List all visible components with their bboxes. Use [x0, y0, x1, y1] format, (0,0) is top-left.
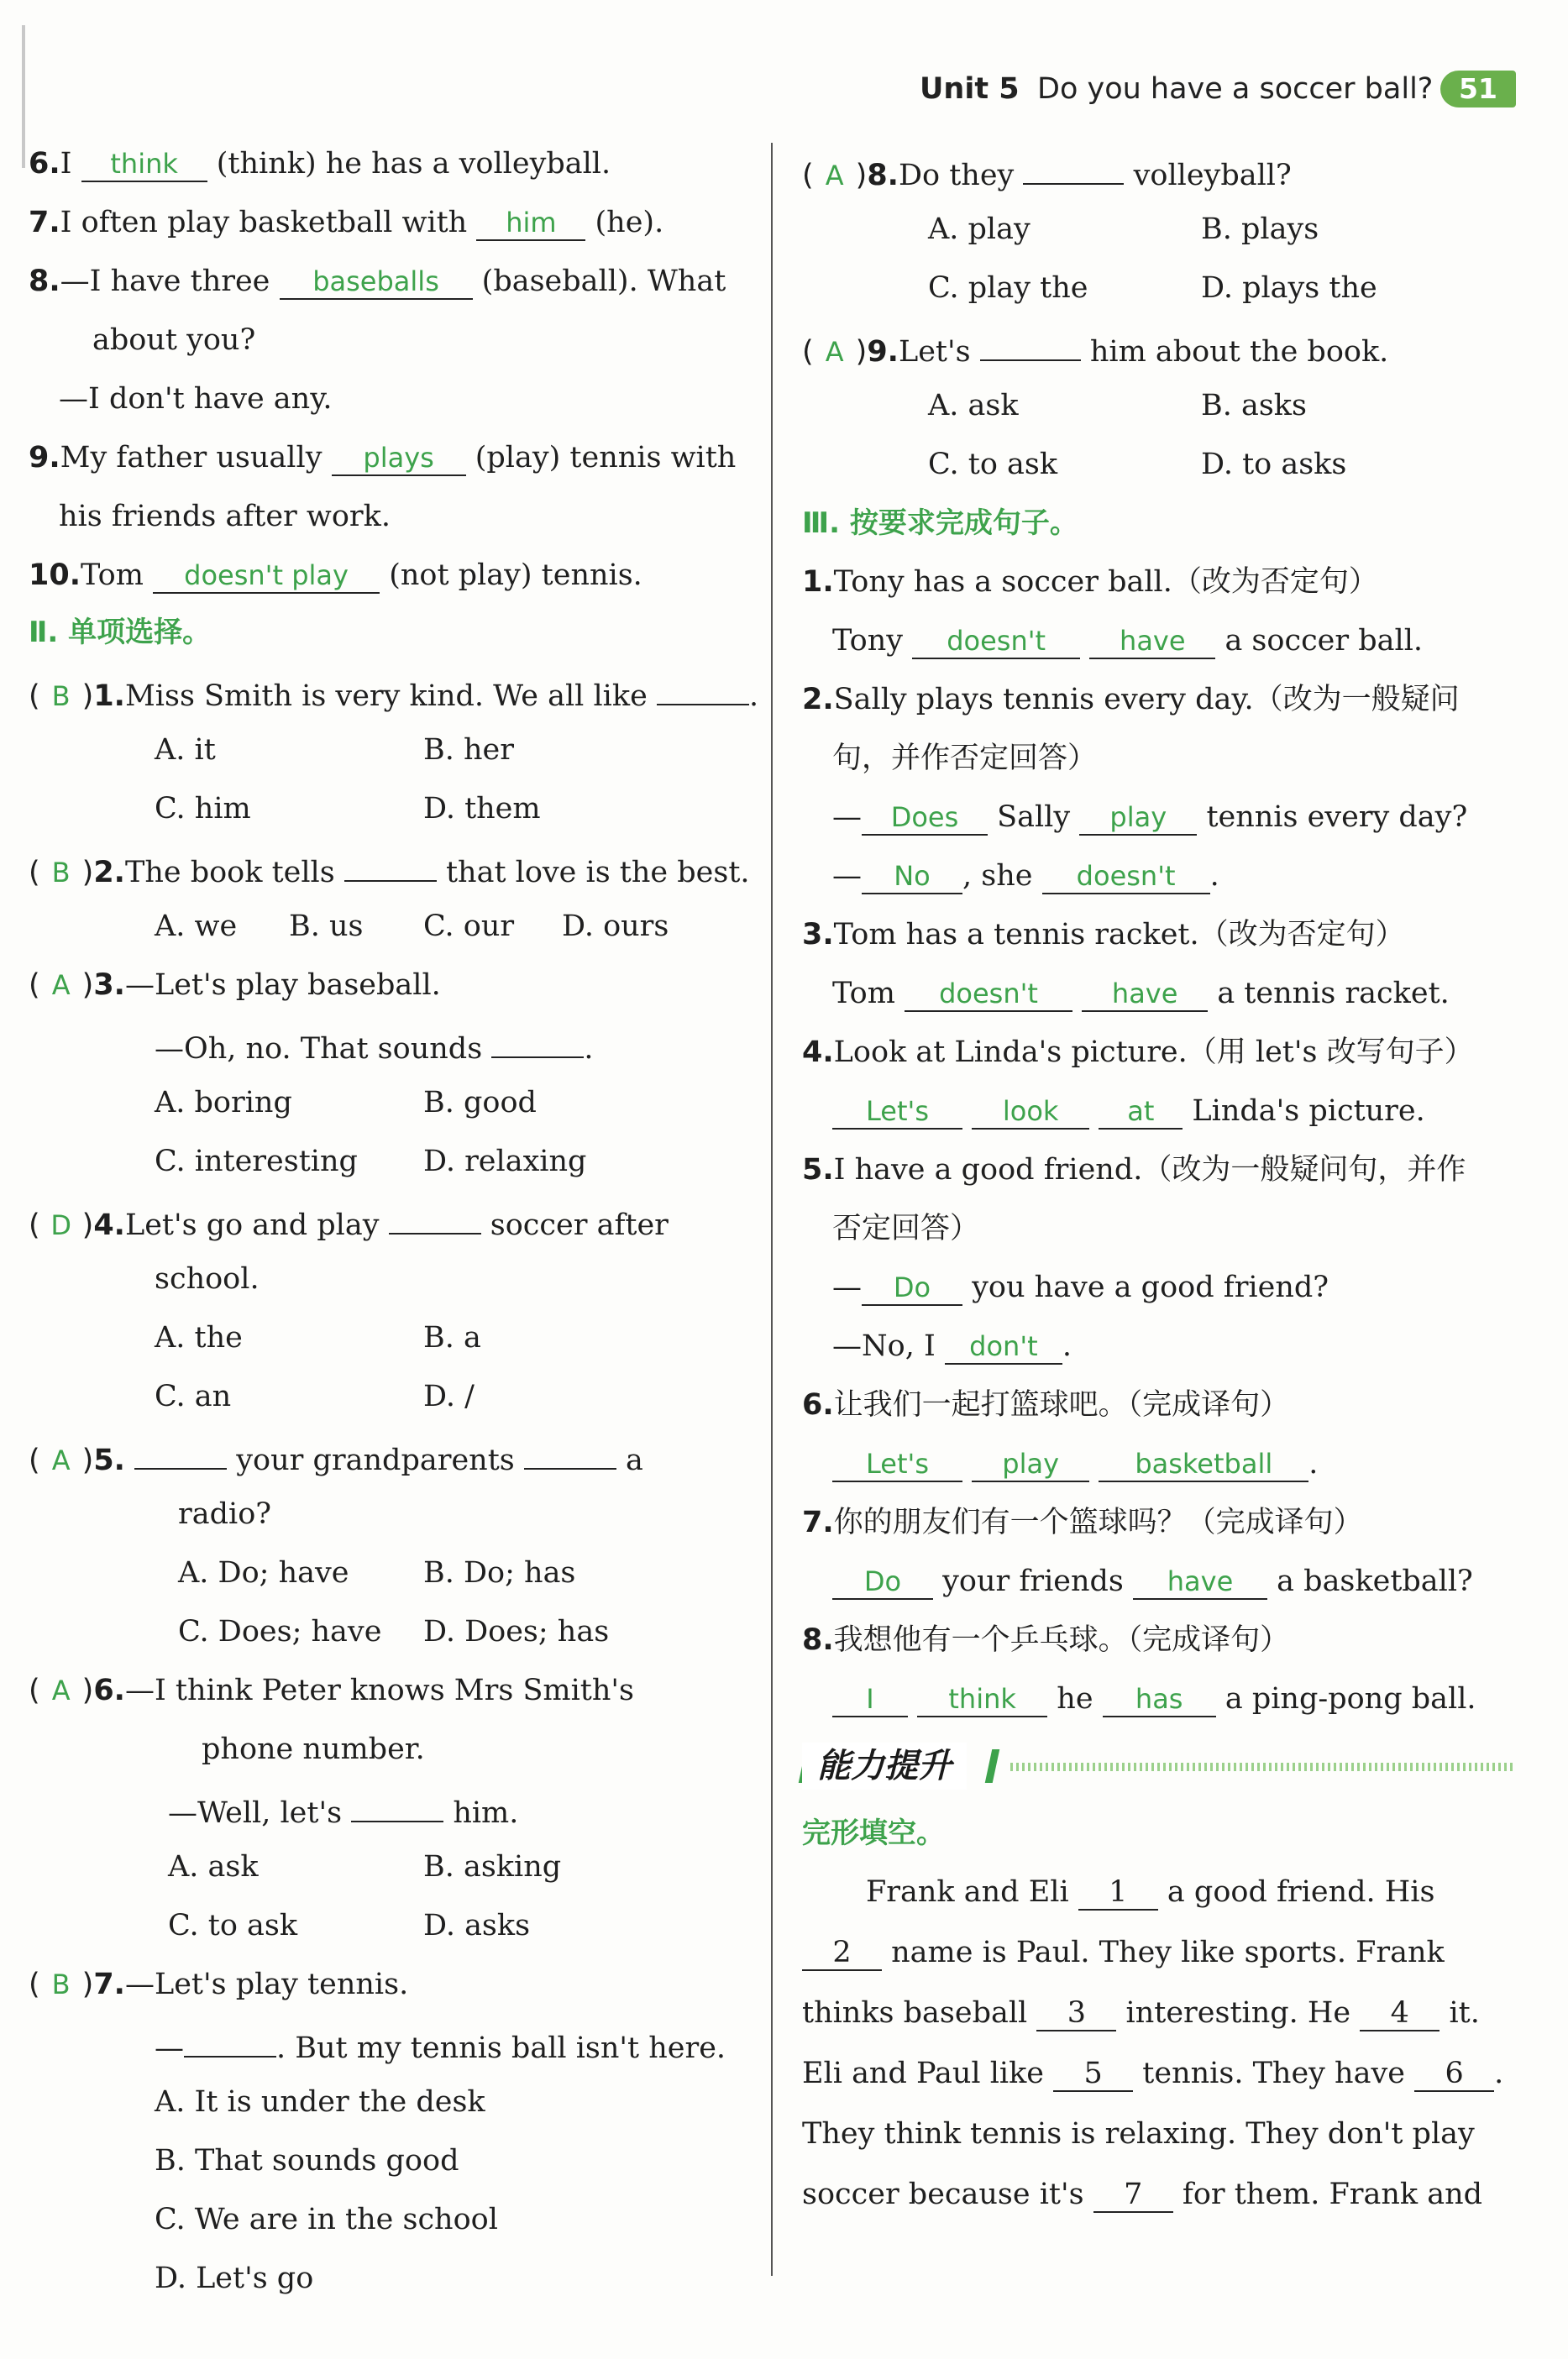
mc-question-9: ( A )9.Let's him about the book. [802, 326, 1388, 368]
rewrite-5: 5.I have a good friend.（改为一般疑问句，并作 [802, 1153, 1466, 1187]
mc-question-3: ( A )3.—Let's play baseball. [29, 968, 441, 1002]
unit-title: Do you have a soccer ball? [1037, 72, 1434, 106]
mc-question-2: ( B )2.The book tells that love is the best. [29, 847, 750, 889]
cloze-blank[interactable]: 2 [802, 1936, 882, 1971]
cloze-blank[interactable]: 6 [1414, 2057, 1494, 2092]
translate-6-answer: Let's play basketball . [832, 1443, 1318, 1485]
answer-blank[interactable] [351, 1787, 443, 1822]
rewrite-5-reply: —No, I don't . [832, 1329, 1072, 1363]
answer-blank[interactable]: Do [832, 1565, 933, 1600]
mc-option-7c: C. We are in the school [155, 2203, 498, 2236]
rewrite-5-answer: — Do you have a good friend? [832, 1271, 1329, 1304]
column-divider [771, 143, 773, 2276]
translate-8: 8.我想他有一个乒乓球。（完成译句） [802, 1623, 1290, 1657]
rewrite-1: 1.Tony has a soccer ball.（改为否定句） [802, 565, 1378, 599]
fill-item-8-cont: about you? [92, 323, 256, 357]
answer-blank[interactable]: have [1082, 977, 1208, 1012]
banner-bar-right [985, 1749, 1000, 1783]
translate-7: 7.你的朋友们有一个篮球吗？（完成译句） [802, 1506, 1363, 1539]
fill-item-9-cont: his friends after work. [59, 500, 391, 533]
page-number: 51 [1440, 71, 1516, 107]
fill-item-8: 8.—I have three baseballs (baseball). What [29, 265, 726, 298]
rewrite-4: 4.Look at Linda's picture.（用 let's 改写句子） [802, 1035, 1474, 1069]
cloze-line-4: Eli and Paul like 5 tennis. They have 6 . [802, 2057, 1504, 2090]
answer-blank[interactable] [980, 326, 1081, 361]
rewrite-2-cont: 句，并作否定回答） [832, 742, 1098, 775]
mc-question-4-cont: school. [155, 1262, 260, 1296]
answer-blank[interactable] [389, 1199, 481, 1235]
mc-question-1: ( B )1.Miss Smith is very kind. We all like . [29, 670, 758, 712]
answer-blank[interactable]: plays [332, 441, 466, 476]
rewrite-1-answer: Tony doesn't have a soccer ball. [832, 624, 1424, 658]
answer-blank[interactable]: basketball [1099, 1447, 1308, 1482]
cloze-blank[interactable]: 7 [1093, 2178, 1173, 2213]
answer-blank[interactable]: have [1133, 1565, 1267, 1600]
answer-blank[interactable] [524, 1434, 616, 1470]
mc-question-5: ( A )5. your grandparents a [29, 1434, 643, 1476]
fill-item-7: 7.I often play basketball with him (he). [29, 206, 664, 239]
mc-question-8: ( A )8.Do they volleyball? [802, 149, 1292, 191]
fill-item-9: 9.My father usually plays (play) tennis with [29, 441, 737, 474]
mc-question-7-line2: — . But my tennis ball isn't here. [155, 2022, 726, 2064]
cloze-line-1: Frank and Eli 1 a good friend. His [866, 1875, 1435, 1909]
cloze-line-6: soccer because it's 7 for them. Frank and [802, 2178, 1483, 2211]
answer-blank[interactable]: No [862, 859, 962, 894]
mc-question-7: ( B )7.—Let's play tennis. [29, 1968, 409, 2001]
answer-blank[interactable]: Does [862, 800, 988, 836]
translate-6: 6.让我们一起打篮球吧。（完成译句） [802, 1388, 1290, 1422]
section-3-title: Ⅲ. 按要求完成句子。 [802, 506, 1078, 540]
answer-blank[interactable]: doesn't [905, 977, 1072, 1012]
mc-option-7d: D. Let's go [155, 2262, 314, 2295]
answer-blank[interactable] [184, 2022, 276, 2058]
rewrite-3-answer: Tom doesn't have a tennis racket. [832, 977, 1450, 1010]
mc-question-5-cont: radio? [178, 1497, 272, 1531]
cloze-line-2: 2 name is Paul. They like sports. Frank [802, 1932, 1445, 1974]
answer-blank[interactable] [491, 1023, 584, 1058]
rewrite-2: 2.Sally plays tennis every day.（改为一般疑问 [802, 683, 1460, 716]
mc-option-7b: B. That sounds good [155, 2144, 459, 2178]
translate-8-answer: I think he has a ping-pong ball. [832, 1678, 1476, 1720]
binding-edge [22, 25, 25, 168]
answer-blank[interactable]: think [81, 147, 207, 182]
answer-blank[interactable]: baseballs [280, 265, 473, 300]
mc-question-6-cont: phone number. [202, 1733, 425, 1766]
cloze-blank[interactable]: 5 [1053, 2057, 1133, 2092]
answer-blank[interactable]: Do [862, 1271, 962, 1306]
answer-blank[interactable]: I [832, 1682, 908, 1717]
cloze-line-5: They think tennis is relaxing. They don't play [802, 2117, 1475, 2151]
answer-blank[interactable]: at [1099, 1094, 1183, 1130]
fill-item-10: 10.Tom doesn't play (not play) tennis. [29, 558, 642, 592]
fill-item-8-reply: —I don't have any. [59, 382, 333, 416]
cloze-title: 完形填空。 [802, 1816, 945, 1850]
rewrite-2-reply: — No , she doesn't . [832, 859, 1219, 893]
section-2-title: Ⅱ. 单项选择。 [29, 616, 212, 649]
answer-blank[interactable]: doesn't [912, 624, 1080, 659]
translate-7-answer: Do your friends have a basketball? [832, 1560, 1473, 1602]
answer-blank[interactable]: think [917, 1682, 1047, 1717]
answer-blank[interactable]: doesn't [1042, 859, 1210, 894]
cloze-blank[interactable]: 3 [1036, 1996, 1116, 2031]
rewrite-5-cont: 否定回答） [832, 1212, 980, 1245]
answer-blank[interactable]: don't [945, 1329, 1062, 1365]
rewrite-4-answer: Let's look at Linda's picture. [832, 1090, 1425, 1132]
answer-blank[interactable] [1023, 149, 1124, 185]
mc-question-6: ( A )6.—I think Peter knows Mrs Smith's [29, 1674, 634, 1707]
mc-question-3-line2: —Oh, no. That sounds . [155, 1023, 593, 1065]
cloze-line-3: thinks baseball 3 interesting. He 4 it. [802, 1996, 1480, 2030]
mc-question-4: ( D )4.Let's go and play soccer after [29, 1199, 669, 1241]
answer-blank[interactable] [134, 1434, 227, 1470]
page-header [920, 72, 1524, 114]
answer-blank[interactable]: Let's [832, 1094, 962, 1130]
answer-blank[interactable] [657, 670, 749, 705]
fill-item-6: 6.I think (think) he has a volleyball. [29, 147, 611, 181]
unit-label: Unit 5 [920, 72, 1020, 106]
answer-blank[interactable]: have [1089, 624, 1215, 659]
answer-blank[interactable]: Let's [832, 1447, 962, 1482]
section-banner [802, 1743, 1516, 1790]
banner-rule [1010, 1763, 1514, 1771]
answer-blank[interactable]: has [1103, 1682, 1216, 1717]
answer-blank[interactable]: him [476, 206, 585, 241]
workbook-page: Unit 5 Do you have a soccer ball? 51 6.I think (think) he has a volleyball. 7.I often play basketball with him (he). 8.—I have three baseballs (baseball). What about you? —I don't have any. 9.My father usually plays (play) tennis with his friends after work. 10.Tom doesn't play (not play) tennis. Ⅱ. 单项选择。 ( B )1.Miss Smith is very kind. We all like . A. it B. her C. him D. them ( B )2.The book tells that love is the best. A. we B. us C. our D. ours ( A )3.—Let's play baseball. —Oh, no. That sounds . A. boring B. good C. interesting D. relaxing ( D )4.Let's go and play soccer after school. A. the B. a C. an D. / ( A )5. your grandparents a radio? A. Do; have B. Do; has C. Does; have D. Does; has ( A )6.—I think Peter knows Mrs Smith's phone number. —Well, let's him. A. ask B. asking C. to ask D. asks ( B )7.—Let's play tennis. — . But my tennis ball isn't here. A. It is under the desk B. That sounds good C. We are in the school D. Let's go ( A )8.Do they volleyball? A. play B. plays C. play the D. plays the ( A )9.Let's him about the book. A. ask B. asks C. to ask D. to asks Ⅲ. 按要求完成句子。 1.Tony has a soccer ball.（改为否定句） Tony doesn't have a soccer ball. 2.Sally plays tennis every day.（改为一般疑问 句，并作否定回答） — Does Sally play tennis every day? — No , she doesn't . 3.Tom has a tennis racket.（改为否定句） Tom doesn't have a tennis racket. 4.Look at Linda's picture.（用 let's 改写句子） Let's look at Linda's picture. 5.I have a good friend.（改为一般疑问句，并作 否定回答） — Do you have a good friend? —No, I don't . 6.让我们一起打篮球吧。（完成译句） Let's play basketball . 7.你的朋友们有一个篮球吗？（完成译句） Do your friends have a basketball? 8.我想他有一个乒乓球。（完成译句） I think he has a ping-pong ball. 能力提升 完形填空。 Frank and Eli 1 a good friend. His 2 name is Paul. They like sports. Frank thinks baseball 3 interesting. He 4 it. Eli and Paul like 5 tennis. They have 6 . They think tennis is relaxing. They don't play soccer because it's 7 for them. Frank and [0, 0, 1568, 2359]
cloze-blank[interactable]: 1 [1078, 1875, 1158, 1911]
answer-blank[interactable] [344, 847, 437, 882]
rewrite-2-answer: — Does Sally play tennis every day? [832, 800, 1468, 834]
cloze-blank[interactable]: 4 [1360, 1996, 1440, 2031]
mc-option-7a: A. It is under the desk [155, 2085, 485, 2119]
answer-blank[interactable]: play [972, 1447, 1089, 1482]
banner-title: 能力提升 [802, 1743, 967, 1790]
mc-question-6-line2: —Well, let's him. [168, 1787, 518, 1829]
answer-blank[interactable]: doesn't play [153, 558, 380, 594]
answer-blank[interactable]: play [1079, 800, 1197, 836]
answer-blank[interactable]: look [972, 1094, 1089, 1130]
rewrite-3: 3.Tom has a tennis racket.（改为否定句） [802, 918, 1405, 951]
